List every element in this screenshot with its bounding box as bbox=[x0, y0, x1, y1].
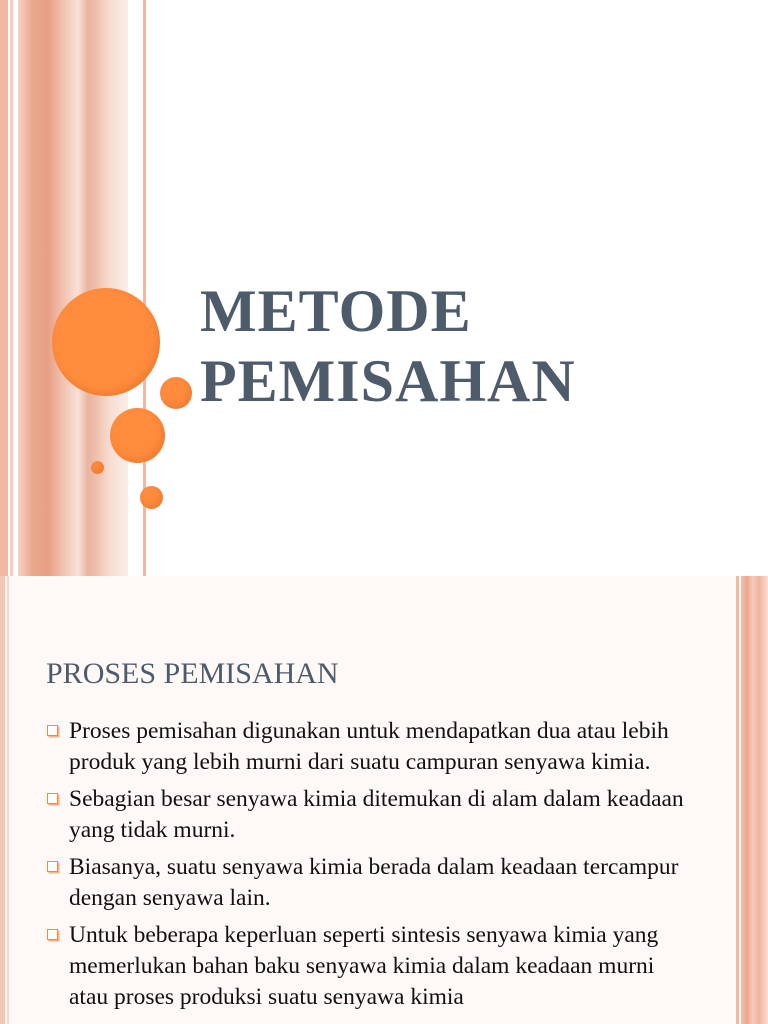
slide-title-line: METODE bbox=[200, 278, 472, 344]
square-bullet-icon bbox=[47, 929, 58, 940]
slide-title bbox=[200, 276, 576, 416]
decorative-stripe bbox=[10, 0, 13, 576]
square-bullet-icon bbox=[47, 725, 58, 736]
square-bullet-icon bbox=[47, 793, 58, 804]
content-slide bbox=[0, 576, 768, 1024]
decorative-circle-small bbox=[140, 486, 163, 509]
decorative-stripe-band bbox=[741, 576, 768, 1024]
decorative-stripe bbox=[0, 0, 8, 576]
decorative-circle-large bbox=[52, 288, 160, 396]
bullet-text: Sebagian besar senyawa kimia ditemukan di alam dalam keadaan yang tidak murni. bbox=[69, 786, 684, 843]
decorative-circle-medium bbox=[110, 408, 165, 463]
bullet-text: Untuk beberapa keperluan seperti sintesis senyawa kimia yang memerlukan bahan baku senyawa kimia dalam keadaan murni atau proses produksi suatu senyawa kimia bbox=[69, 922, 659, 1010]
decorative-stripe bbox=[736, 576, 739, 1024]
bullet-item bbox=[46, 852, 686, 914]
bullet-list bbox=[46, 716, 686, 1019]
bullet-item bbox=[46, 784, 686, 846]
bullet-text: Biasanya, suatu senyawa kimia berada dalam keadaan tercampur dengan senyawa lain. bbox=[69, 854, 679, 911]
bullet-item bbox=[46, 716, 686, 778]
slide-heading: PROSES PEMISAHAN bbox=[46, 657, 339, 690]
square-bullet-icon bbox=[47, 861, 58, 872]
decorative-circle-small bbox=[160, 377, 192, 409]
bullet-item bbox=[46, 920, 686, 1013]
decorative-stripe bbox=[0, 576, 5, 1024]
slide-title-line: PEMISAHAN bbox=[200, 348, 576, 414]
decorative-circle-tiny bbox=[91, 461, 104, 474]
decorative-stripe bbox=[7, 576, 9, 1024]
bullet-text: Proses pemisahan digunakan untuk mendapatkan dua atau lebih produk yang lebih murni dari suatu campuran senyawa kimia. bbox=[69, 718, 669, 775]
